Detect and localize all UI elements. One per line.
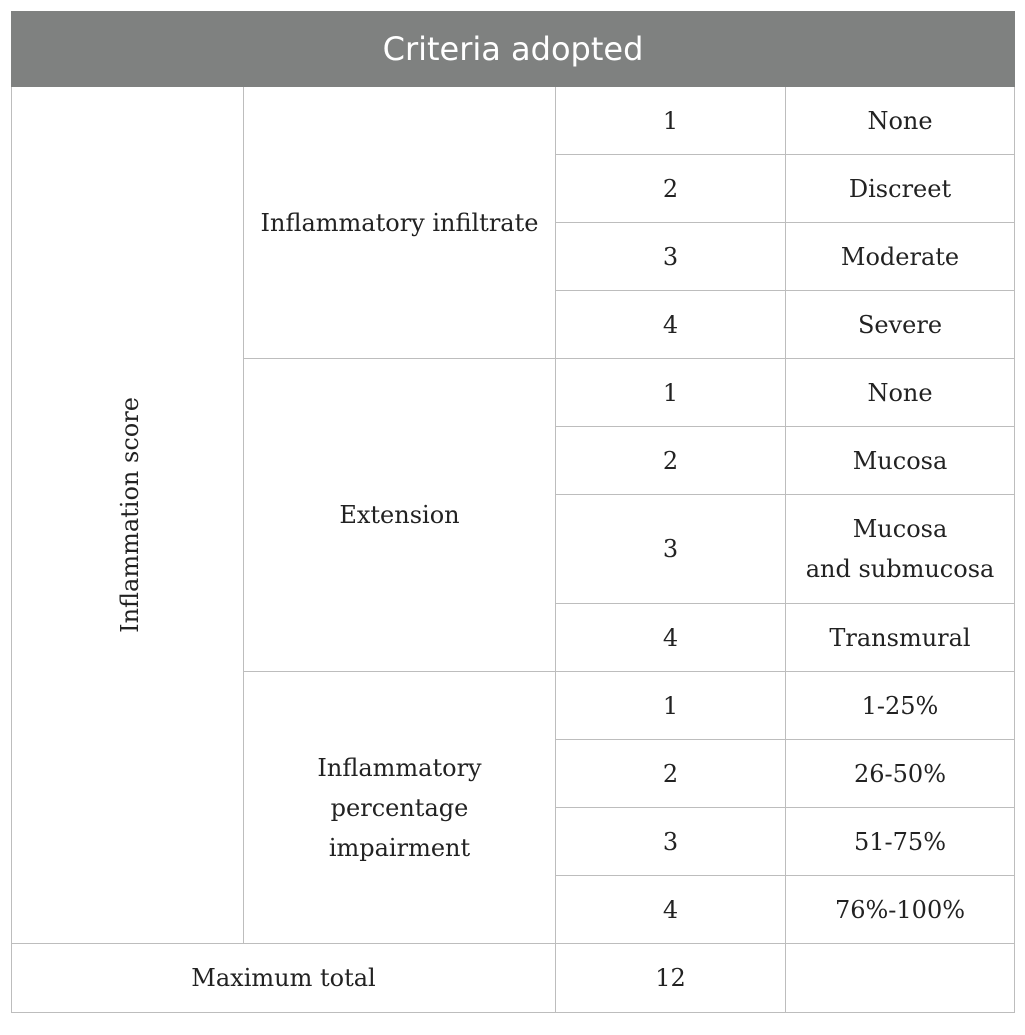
score-cell: 4 bbox=[556, 291, 786, 359]
score-cell: 2 bbox=[556, 740, 786, 808]
score-cell: 1 bbox=[556, 87, 786, 155]
score-cell: 3 bbox=[556, 495, 786, 604]
total-row bbox=[12, 944, 1015, 1013]
section-label-line: impairment bbox=[328, 833, 471, 862]
score-cell: 2 bbox=[556, 155, 786, 223]
description-cell: Transmural bbox=[786, 604, 1015, 672]
description-cell: Discreet bbox=[786, 155, 1015, 223]
description-cell: Moderate bbox=[786, 223, 1015, 291]
section-label: Inflammatory infiltrate bbox=[244, 87, 556, 359]
group-label-cell bbox=[12, 87, 244, 944]
score-cell: 3 bbox=[556, 223, 786, 291]
score-cell: 4 bbox=[556, 876, 786, 944]
description-cell: None bbox=[786, 87, 1015, 155]
score-cell: 3 bbox=[556, 808, 786, 876]
section-label bbox=[244, 672, 556, 944]
score-cell: 4 bbox=[556, 604, 786, 672]
table-header: Criteria adopted bbox=[12, 12, 1015, 87]
description-cell bbox=[786, 495, 1015, 604]
description-cell: 76%-100% bbox=[786, 876, 1015, 944]
score-cell: 2 bbox=[556, 427, 786, 495]
description-cell: 26-50% bbox=[786, 740, 1015, 808]
section-label-line: Inflammatory bbox=[317, 753, 482, 782]
total-value: 12 bbox=[556, 944, 786, 1013]
description-line: and submucosa bbox=[805, 555, 995, 583]
criteria-table bbox=[11, 11, 1015, 1013]
description-cell: Severe bbox=[786, 291, 1015, 359]
group-label: Inflammation score bbox=[115, 397, 144, 633]
section-label-line: percentage bbox=[330, 793, 469, 822]
description-cell: 1-25% bbox=[786, 672, 1015, 740]
description-line: Mucosa bbox=[852, 515, 948, 543]
description-cell: 51-75% bbox=[786, 808, 1015, 876]
score-cell: 1 bbox=[556, 672, 786, 740]
criteria-table-container bbox=[11, 11, 1014, 1013]
total-label: Maximum total bbox=[12, 944, 556, 1013]
description-cell: Mucosa bbox=[786, 427, 1015, 495]
table-row bbox=[12, 87, 1015, 155]
section-label: Extension bbox=[244, 359, 556, 672]
score-cell: 1 bbox=[556, 359, 786, 427]
total-description bbox=[786, 944, 1015, 1013]
description-cell: None bbox=[786, 359, 1015, 427]
